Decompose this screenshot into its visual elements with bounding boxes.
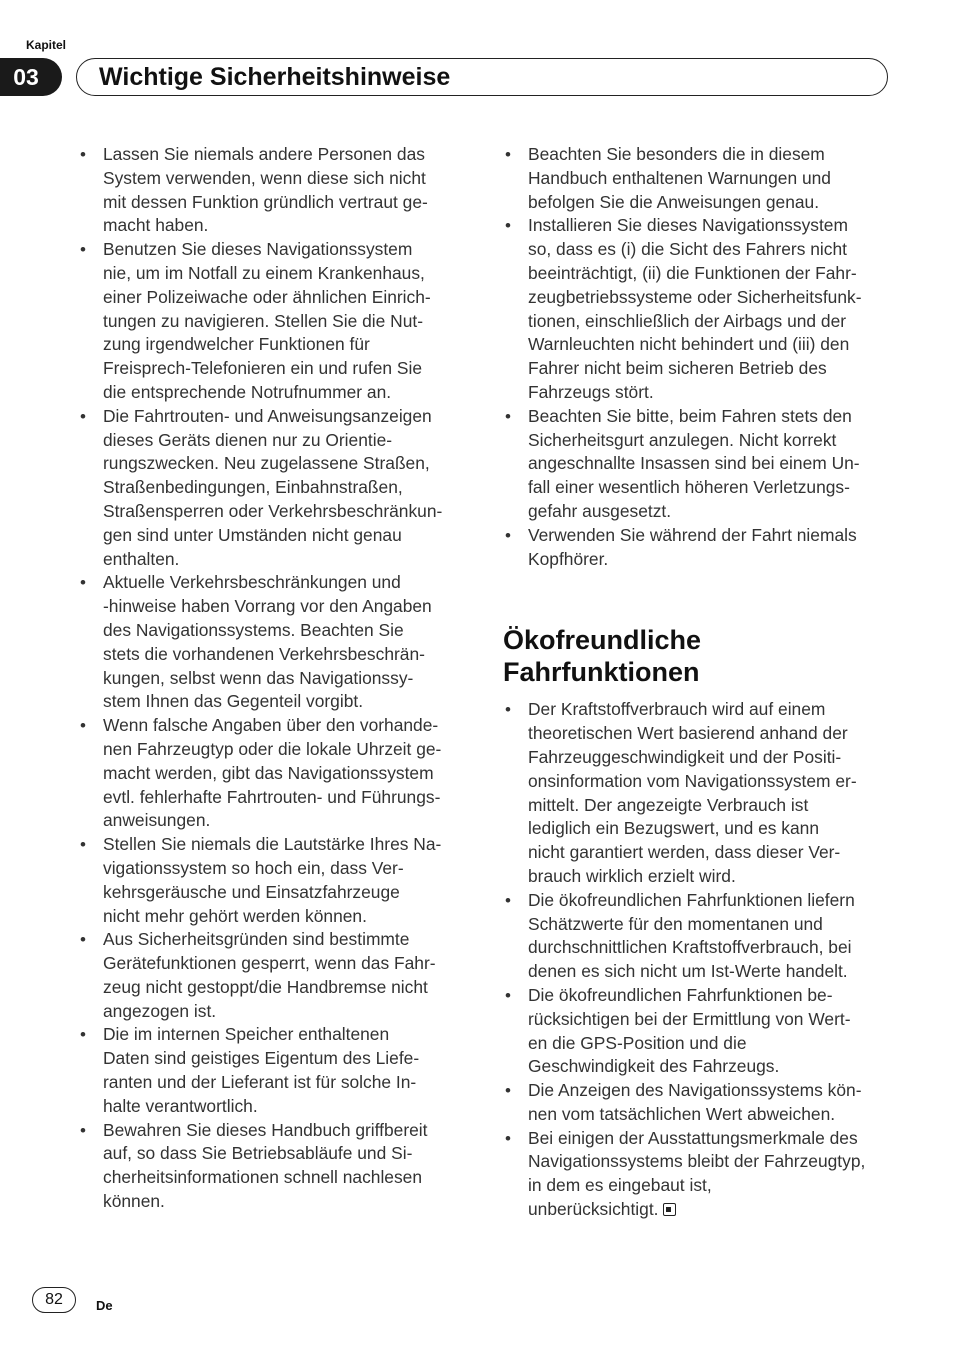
list-item bbox=[78, 143, 450, 238]
text-line: Straßensperren oder Verkehrsbeschränkun- bbox=[103, 500, 443, 521]
text-line: Verwenden Sie während der Fahrt niemals bbox=[528, 524, 857, 545]
text-line: Schätzwerte für den momentanen und bbox=[528, 913, 823, 934]
text-line: Fahrzeugs stört. bbox=[528, 381, 654, 402]
list-item bbox=[503, 214, 893, 404]
text-line: nen vom tatsächlichen Wert abweichen. bbox=[528, 1103, 836, 1124]
list-item bbox=[78, 928, 450, 1023]
text-line: können. bbox=[103, 1191, 165, 1212]
text-line: des Navigationssystems. Beachten Sie bbox=[103, 619, 404, 640]
list-item bbox=[503, 405, 893, 524]
text-line: rungszwecken. Neu zugelassene Straßen, bbox=[103, 453, 430, 474]
text-line: macht werden, gibt das Navigationssystem bbox=[103, 762, 434, 783]
text-line: vigationssystem so hoch ein, dass Ver- bbox=[103, 857, 404, 878]
text-line: denen es sich nicht um Ist-Werte handelt. bbox=[528, 961, 848, 982]
text-line: Der Kraftstoffverbrauch wird auf einem bbox=[528, 699, 826, 720]
text-line: Die im internen Speicher enthaltenen bbox=[103, 1024, 390, 1045]
text-line: angeschnallte Insassen sind bei einem Un- bbox=[528, 453, 860, 474]
text-line: gen sind unter Umständen nicht genau bbox=[103, 524, 402, 545]
text-line: so, dass es (i) die Sicht des Fahrers nicht bbox=[528, 239, 847, 260]
text-line: Kopfhörer. bbox=[528, 548, 609, 569]
list-item bbox=[503, 1079, 893, 1127]
list-item bbox=[503, 698, 893, 888]
text-line: Beachten Sie besonders die in diesem bbox=[528, 144, 825, 164]
right-column bbox=[503, 143, 893, 1222]
text-line: Geschwindigkeit des Fahrzeugs. bbox=[528, 1056, 780, 1077]
text-line: Beachten Sie bitte, beim Fahren stets den bbox=[528, 405, 852, 426]
text-line: Die ökofreundlichen Fahrfunktionen be- bbox=[528, 984, 833, 1005]
page-number: 82 bbox=[32, 1287, 76, 1313]
text-line: Freisprech-Telefonieren ein und rufen Sie bbox=[103, 358, 423, 379]
text-line: enthalten. bbox=[103, 548, 180, 569]
text-line: Bewahren Sie dieses Handbuch griffbereit bbox=[103, 1119, 428, 1140]
text-line: onsinformation vom Navigationssystem er- bbox=[528, 770, 857, 791]
list-item bbox=[78, 714, 450, 833]
text-line: macht haben. bbox=[103, 215, 209, 236]
list-item bbox=[78, 405, 450, 572]
text-line: Die Fahrtrouten- und Anweisungsanzeigen bbox=[103, 405, 432, 426]
list-item bbox=[78, 571, 450, 714]
text-line: fall einer wesentlich höheren Verletzungs- bbox=[528, 477, 850, 498]
text-line: nicht garantiert werden, dass dieser Ver- bbox=[528, 842, 841, 863]
text-line: nen Fahrzeugtyp oder die lokale Uhrzeit ge- bbox=[103, 738, 442, 759]
list-item bbox=[78, 238, 450, 405]
text-line: stem Ihnen das Gegenteil vorgibt. bbox=[103, 691, 364, 712]
text-line: Installieren Sie dieses Navigationssystem bbox=[528, 215, 848, 236]
text-line: die entsprechende Notrufnummer an. bbox=[103, 381, 392, 402]
section-heading-line-1: Ökofreundliche bbox=[503, 625, 702, 656]
text-line: brauch wirklich erzielt wird. bbox=[528, 865, 736, 886]
list-item bbox=[78, 833, 450, 928]
text-line: befolgen Sie die Anweisungen genau. bbox=[528, 191, 820, 212]
text-line: zung irgendwelcher Funktionen für bbox=[103, 334, 370, 355]
text-line: Straßenbedingungen, Einbahnstraßen, bbox=[103, 477, 403, 498]
chapter-title: Wichtige Sicherheitshinweise bbox=[99, 62, 451, 91]
chapter-header bbox=[76, 58, 888, 96]
text-line: Fahrzeuggeschwindigkeit und der Positi- bbox=[528, 746, 842, 767]
text-line: en die GPS-Position und die bbox=[528, 1032, 747, 1053]
text-line: mit dessen Funktion gründlich vertraut ge- bbox=[103, 191, 428, 212]
text-line: zeug nicht gestoppt/die Handbremse nicht bbox=[103, 976, 428, 997]
text-line: mittelt. Der angezeigte Verbrauch ist bbox=[528, 794, 809, 815]
text-line: Wenn falsche Angaben über den vorhande- bbox=[103, 715, 439, 736]
eco-list bbox=[503, 698, 893, 1222]
list-item bbox=[78, 1119, 450, 1214]
text-line: lediglich ein Bezugswert, und es kann bbox=[528, 818, 819, 839]
text-line: einer Polizeiwache oder ähnlichen Einrich- bbox=[103, 286, 431, 307]
text-line: unberücksichtigt. bbox=[528, 1199, 659, 1220]
list-item bbox=[503, 143, 893, 214]
text-line: theoretischen Wert basierend anhand der bbox=[528, 723, 848, 744]
text-line: Die ökofreundlichen Fahrfunktionen liefern bbox=[528, 889, 855, 910]
text-line: Lassen Sie niemals andere Personen das bbox=[103, 144, 425, 164]
text-line: Sicherheitsgurt anzulegen. Nicht korrekt bbox=[528, 429, 837, 450]
text-line: -hinweise haben Vorrang vor den Angaben bbox=[103, 596, 432, 617]
text-line: nie, um im Notfall zu einem Krankenhaus, bbox=[103, 262, 425, 283]
text-line: rücksichtigen bei der Ermittlung von Wert- bbox=[528, 1008, 851, 1029]
text-line: Stellen Sie niemals die Lautstärke Ihres Na- bbox=[103, 834, 442, 855]
list-item bbox=[78, 1023, 450, 1118]
section-heading-line-2: Fahrfunktionen bbox=[503, 657, 700, 688]
chapter-number-badge: 03 bbox=[0, 58, 62, 96]
text-line: Bei einigen der Ausstattungsmerkmale des bbox=[528, 1127, 858, 1148]
text-line: Handbuch enthaltenen Warnungen und bbox=[528, 167, 831, 188]
text-line: Warnleuchten nicht behindert und (iii) den bbox=[528, 334, 850, 355]
text-line: Aktuelle Verkehrsbeschränkungen und bbox=[103, 572, 401, 593]
text-line: Navigationssystems bleibt der Fahrzeugtyp, bbox=[528, 1151, 866, 1172]
text-line: Fahrer nicht beim sicheren Betrieb des bbox=[528, 358, 827, 379]
text-line: cherheitsinformationen schnell nachlesen bbox=[103, 1167, 423, 1188]
end-of-section-icon bbox=[663, 1203, 676, 1216]
text-line: stets die vorhandenen Verkehrsbeschrän- bbox=[103, 643, 425, 664]
list-item bbox=[503, 889, 893, 984]
text-line: auf, so dass Sie Betriebsabläufe und Si- bbox=[103, 1143, 413, 1164]
text-line: beeinträchtigt, (ii) die Funktionen der Fahr- bbox=[528, 262, 857, 283]
text-line: Daten sind geistiges Eigentum des Liefe- bbox=[103, 1048, 420, 1069]
text-line: Gerätefunktionen gesperrt, wenn das Fahr- bbox=[103, 953, 436, 974]
text-line: Aus Sicherheitsgründen sind bestimmte bbox=[103, 929, 410, 950]
text-line: tionen, einschließlich der Airbags und der bbox=[528, 310, 847, 331]
text-line: dieses Geräts dienen nur zu Orientie- bbox=[103, 429, 393, 450]
text-line: Benutzen Sie dieses Navigationssystem bbox=[103, 239, 413, 260]
text-line: zeugbetriebssysteme oder Sicherheitsfunk- bbox=[528, 286, 862, 307]
text-line: gefahr ausgesetzt. bbox=[528, 500, 672, 521]
text-line: anweisungen. bbox=[103, 810, 211, 831]
text-line: kungen, selbst wenn das Navigationssy- bbox=[103, 667, 414, 688]
text-line: System verwenden, wenn diese sich nicht bbox=[103, 167, 426, 188]
text-line: angezogen ist. bbox=[103, 1000, 217, 1021]
list-item bbox=[503, 1127, 893, 1222]
text-line: ranten und der Lieferant ist für solche In- bbox=[103, 1072, 417, 1093]
left-column bbox=[78, 143, 450, 1214]
safety-list-right bbox=[503, 143, 893, 571]
text-line: evtl. fehlerhafte Fahrtrouten- und Führungs- bbox=[103, 786, 441, 807]
list-item bbox=[503, 984, 893, 1079]
language-label: De bbox=[96, 1298, 113, 1313]
section-heading-eco bbox=[503, 624, 893, 688]
safety-list-left bbox=[78, 143, 450, 1214]
text-line: kehrsgeräusche und Einsatzfahrzeuge bbox=[103, 881, 400, 902]
list-item bbox=[503, 524, 893, 572]
text-line: tungen zu navigieren. Stellen Sie die Nut- bbox=[103, 310, 423, 331]
kapitel-label: Kapitel bbox=[26, 38, 67, 52]
text-line: nicht mehr gehört werden können. bbox=[103, 905, 367, 926]
text-line: halte verantwortlich. bbox=[103, 1095, 258, 1116]
text-line: durchschnittlichen Kraftstoffverbrauch, bei bbox=[528, 937, 852, 958]
text-line: in dem es eingebaut ist, bbox=[528, 1175, 712, 1196]
text-line: Die Anzeigen des Navigationssystems kön- bbox=[528, 1080, 862, 1101]
